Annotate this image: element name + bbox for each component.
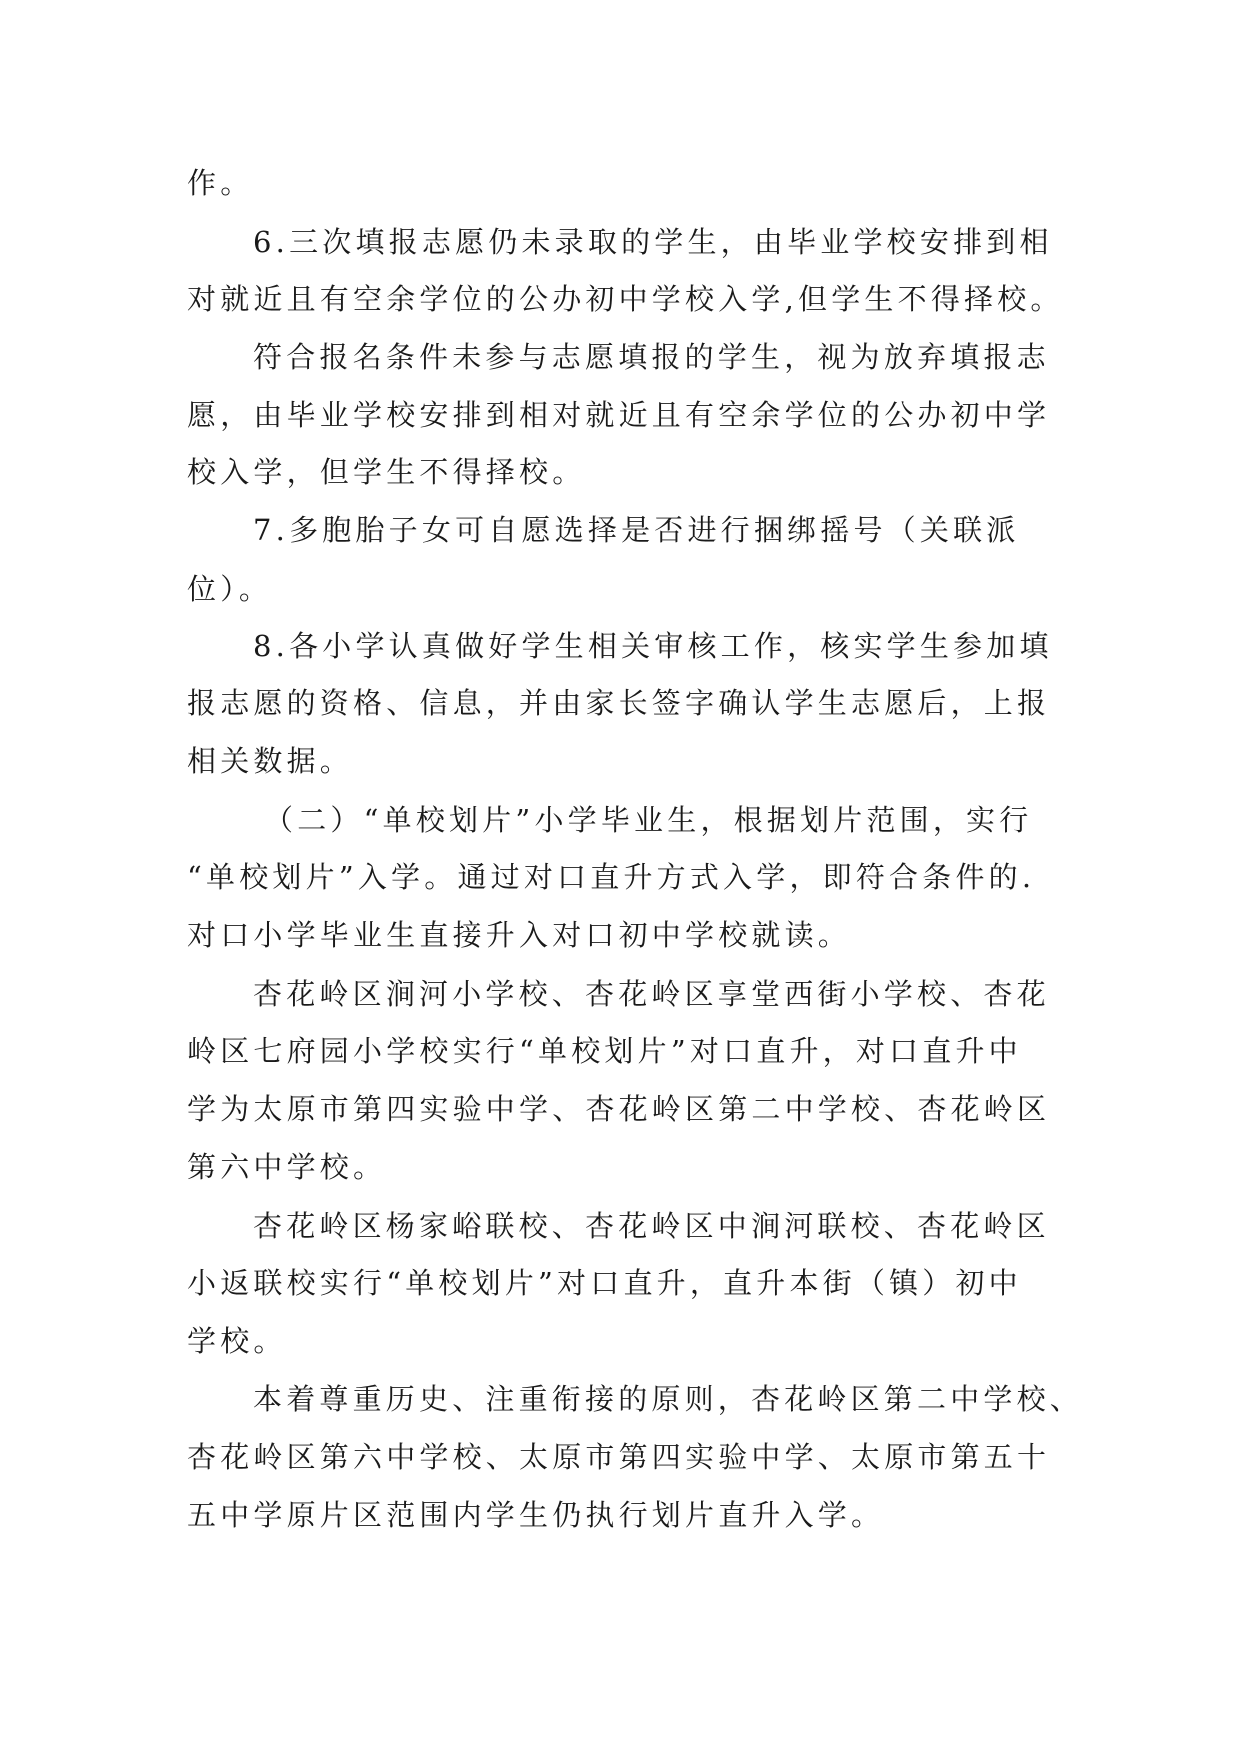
text-line: 愿，由毕业学校安排到相对就近且有空余学位的公办初中学 — [187, 398, 1051, 432]
section-2-heading-line: （二）“单校划片”小学毕业生，根据划片范围，实行 — [264, 803, 1033, 837]
text-line: 校入学，但学生不得择校。 — [187, 455, 586, 489]
text-line: 岭区七府园小学校实行“单校划片”对口直升，对口直升中 — [187, 1034, 1022, 1068]
text-line: 杏花岭区涧河小学校、杏花岭区享堂西街小学校、杏花 — [253, 977, 1050, 1011]
text-line: 对口小学毕业生直接升入对口初中学校就读。 — [187, 918, 852, 952]
text-line: 对就近且有空余学位的公办初中学校入学,但学生不得择校。 — [187, 282, 1064, 316]
text-line: 杏花岭区第六中学校、太原市第四实验中学、太原市第五十 — [187, 1440, 1051, 1474]
text-line: 相关数据。 — [187, 744, 354, 778]
item-6-line: 6.三次填报志愿仍未录取的学生，由毕业学校安排到相 — [253, 225, 1053, 259]
text-line: 报志愿的资格、信息，并由家长签字确认学生志愿后，上报 — [187, 686, 1051, 720]
text-line: “单校划片”入学。通过对口直升方式入学，即符合条件的. — [187, 860, 1036, 894]
text-line: 五中学原片区范围内学生仍执行划片直升入学。 — [187, 1498, 885, 1532]
text-line: 作。 — [187, 166, 254, 200]
text-line: 本着尊重历史、注重衔接的原则，杏花岭区第二中学校、 — [253, 1382, 1084, 1416]
text-line: 第六中学校。 — [187, 1150, 387, 1184]
text-line: 符合报名条件未参与志愿填报的学生，视为放弃填报志 — [253, 340, 1050, 374]
text-line: 杏花岭区杨家峪联校、杏花岭区中涧河联校、杏花岭区 — [253, 1209, 1050, 1243]
item-7-line: 7.多胞胎子女可自愿选择是否进行捆绑摇号（关联派 — [253, 513, 1020, 547]
text-line: 小返联校实行“单校划片”对口直升，直升本街（镇）初中 — [187, 1266, 1022, 1300]
text-line: 学为太原市第四实验中学、杏花岭区第二中学校、杏花岭区 — [187, 1092, 1051, 1126]
text-line: 学校。 — [187, 1324, 287, 1358]
text-line: 位）。 — [187, 572, 273, 606]
item-8-line: 8.各小学认真做好学生相关审核工作，核实学生参加填 — [253, 629, 1053, 663]
